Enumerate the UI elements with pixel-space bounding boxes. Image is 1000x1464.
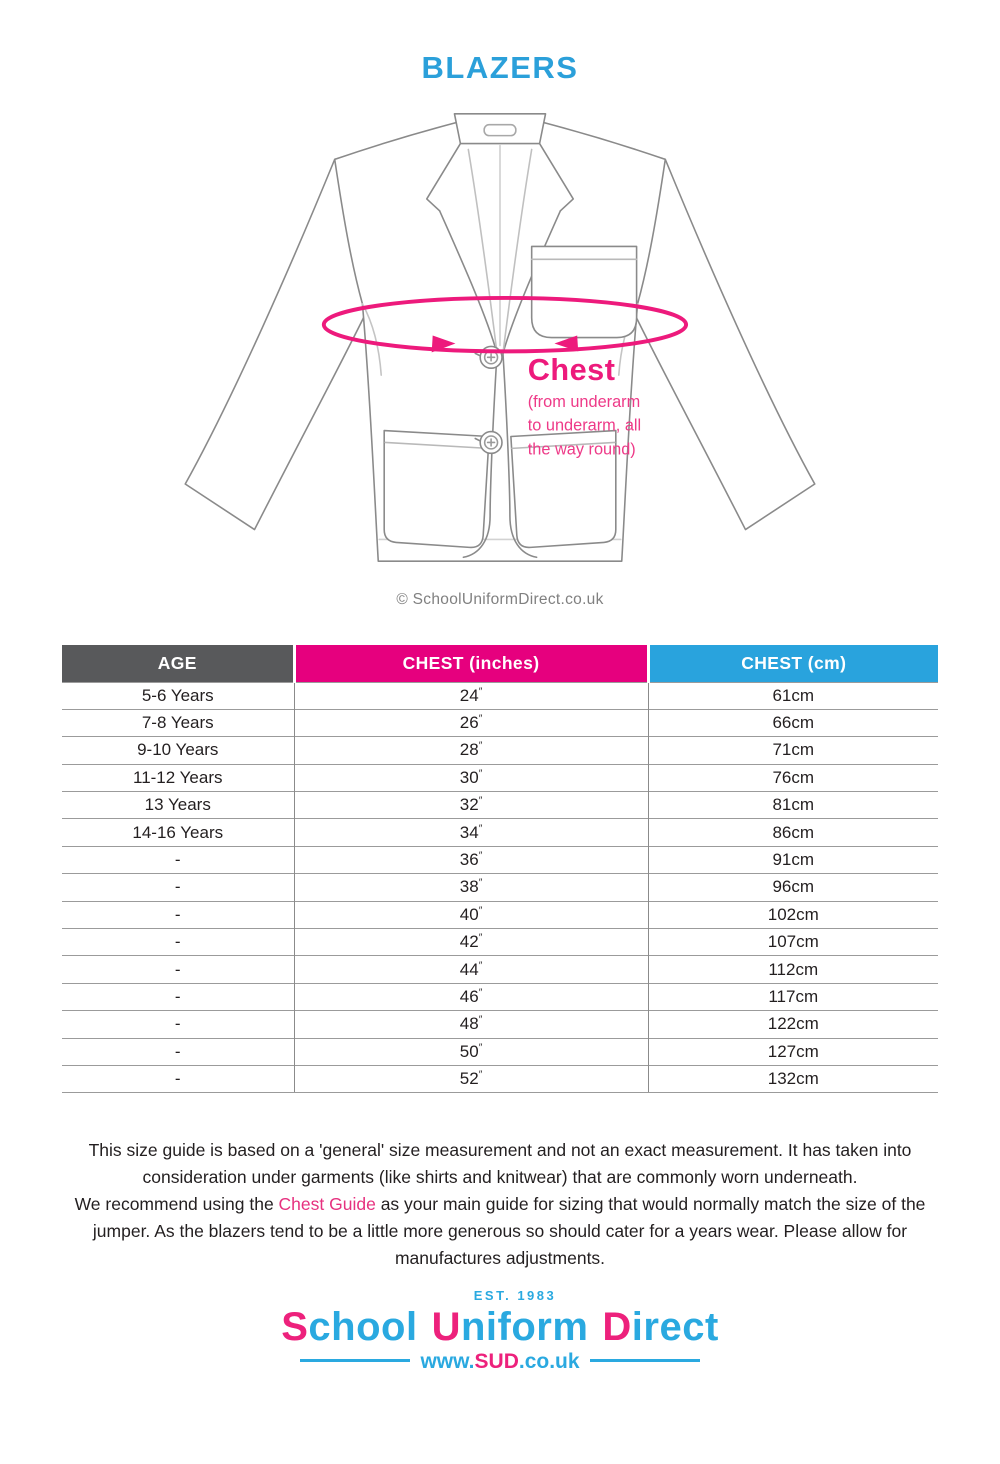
cm-cell: 132cm (648, 1065, 938, 1092)
inches-cell: 44″ (294, 956, 648, 983)
age-cell: 11-12 Years (62, 764, 294, 791)
inch-mark: ″ (478, 686, 483, 698)
cm-cell: 112cm (648, 956, 938, 983)
cm-cell: 117cm (648, 983, 938, 1010)
logo-url-mid: SUD (474, 1350, 519, 1374)
header-chest-cm: CHEST (cm) (648, 645, 938, 682)
size-table (62, 645, 938, 1093)
inch-mark: ″ (478, 905, 483, 917)
logo-word2-initial: U (431, 1305, 461, 1350)
inch-mark: ″ (478, 959, 483, 971)
age-cell: 14-16 Years (62, 819, 294, 846)
age-cell: - (62, 846, 294, 873)
table-row (62, 1011, 938, 1038)
cm-cell: 81cm (648, 792, 938, 819)
inch-mark: ″ (478, 932, 483, 944)
cm-cell: 107cm (648, 929, 938, 956)
cm-cell: 76cm (648, 764, 938, 791)
logo-word3-initial: D (602, 1305, 632, 1350)
table-row (62, 764, 938, 791)
blazer-collar (454, 114, 545, 144)
inches-cell: 28″ (294, 737, 648, 764)
header-age: AGE (62, 645, 294, 682)
table-row (62, 846, 938, 873)
table-row (62, 983, 938, 1010)
inches-cell: 24″ (294, 682, 648, 709)
cm-cell: 66cm (648, 709, 938, 736)
table-row (62, 901, 938, 928)
age-cell: 13 Years (62, 792, 294, 819)
cm-cell: 61cm (648, 682, 938, 709)
inches-cell: 32″ (294, 792, 648, 819)
age-cell: - (62, 1011, 294, 1038)
table-row (62, 929, 938, 956)
disclaimer (44, 1137, 956, 1272)
age-cell: - (62, 874, 294, 901)
logo-est-text: EST. 1983 (473, 1288, 557, 1304)
logo-url-suffix: .co.uk (518, 1350, 580, 1374)
table-row (62, 874, 938, 901)
brand-logo (0, 1288, 1000, 1374)
cm-cell: 91cm (648, 846, 938, 873)
age-cell: 9-10 Years (62, 737, 294, 764)
age-cell: 7-8 Years (62, 709, 294, 736)
chest-guide-link: Chest Guide (278, 1194, 376, 1215)
cm-cell: 102cm (648, 901, 938, 928)
table-row (62, 709, 938, 736)
inches-cell: 30″ (294, 764, 648, 791)
age-cell: - (62, 1038, 294, 1065)
blazer-diagram (0, 98, 1000, 609)
age-cell: - (62, 956, 294, 983)
inch-mark: ″ (478, 877, 483, 889)
inches-cell: 38″ (294, 874, 648, 901)
inch-mark: ″ (478, 987, 483, 999)
disclaimer-part2: We recommend using the (74, 1194, 279, 1215)
logo-wordmark (0, 1305, 1000, 1350)
table-row (62, 737, 938, 764)
inches-cell: 42″ (294, 929, 648, 956)
table-row (62, 792, 938, 819)
inch-mark: ″ (478, 822, 483, 834)
inch-mark: ″ (478, 1042, 483, 1054)
table-row (62, 819, 938, 846)
table-row (62, 956, 938, 983)
cm-cell: 96cm (648, 874, 938, 901)
table-row (62, 1038, 938, 1065)
header-chest-inches: CHEST (inches) (294, 645, 648, 682)
inches-cell: 26″ (294, 709, 648, 736)
disclaimer-part1: This size guide is based on a 'general' size measurement and not an exact measurement. It has taken into consideration under garments (like shirts and knitwear) that are commonly worn underneath. (88, 1140, 912, 1188)
logo-url (0, 1350, 1000, 1374)
chest-note-line: the way round) (527, 440, 636, 459)
chest-label: Chest (527, 352, 616, 388)
cm-cell: 86cm (648, 819, 938, 846)
logo-word2-rest: niform (460, 1305, 589, 1350)
inches-cell: 48″ (294, 1011, 648, 1038)
inches-cell: 46″ (294, 983, 648, 1010)
inches-cell: 52″ (294, 1065, 648, 1092)
age-cell: - (62, 983, 294, 1010)
inch-mark: ″ (478, 1069, 483, 1081)
table-row (62, 1065, 938, 1092)
age-cell: - (62, 1065, 294, 1092)
table-row (62, 682, 938, 709)
age-cell: - (62, 929, 294, 956)
inch-mark: ″ (478, 713, 483, 725)
logo-word1-rest: chool (308, 1305, 418, 1350)
dash-line-right (590, 1359, 700, 1362)
copyright-text: © SchoolUniformDirect.co.uk (396, 591, 604, 608)
cm-cell: 127cm (648, 1038, 938, 1065)
chest-note-line: (from underarm (527, 392, 641, 411)
inches-cell: 36″ (294, 846, 648, 873)
inch-mark: ″ (478, 795, 483, 807)
inch-mark: ″ (478, 768, 483, 780)
age-cell: 5-6 Years (62, 682, 294, 709)
logo-word3-rest: irect (631, 1305, 719, 1350)
chest-note-line: to underarm, all (527, 416, 642, 435)
age-cell: - (62, 901, 294, 928)
dash-line-left (300, 1359, 410, 1362)
inch-mark: ″ (478, 1014, 483, 1026)
page-title: BLAZERS (421, 50, 579, 85)
inches-cell: 50″ (294, 1038, 648, 1065)
disclaimer-part2-after: as your main guide for sizing that would normally match the size of the jumper. As the blazers tend to be a little more generous so should cater for a years wear. Please allow for manufactures adjustments. (92, 1194, 926, 1269)
blazer-illustration (170, 98, 830, 583)
inches-cell: 40″ (294, 901, 648, 928)
logo-word1-initial: S (281, 1305, 309, 1350)
inch-mark: ″ (478, 850, 483, 862)
cm-cell: 71cm (648, 737, 938, 764)
cm-cell: 122cm (648, 1011, 938, 1038)
inch-mark: ″ (478, 740, 483, 752)
logo-url-prefix: www. (420, 1350, 475, 1374)
inches-cell: 34″ (294, 819, 648, 846)
